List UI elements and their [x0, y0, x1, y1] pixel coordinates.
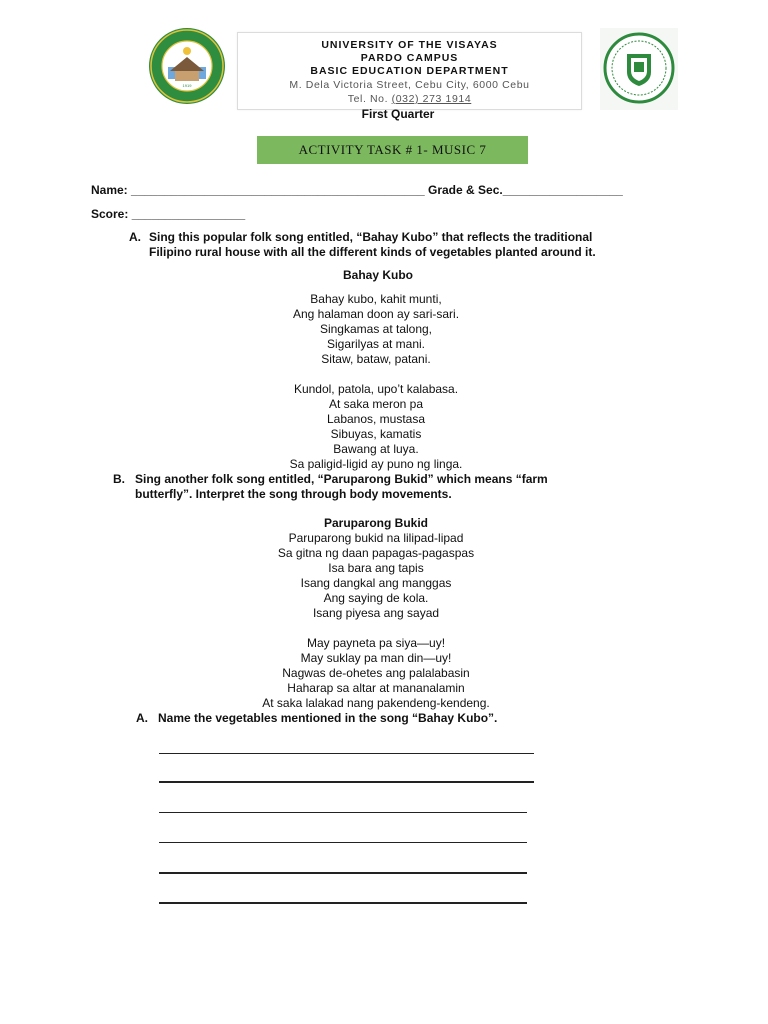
- lyric-line: At saka meron pa: [328, 397, 424, 411]
- tel-label: Tel. No.: [347, 93, 392, 105]
- lyric-line: Labanos, mustasa: [326, 412, 426, 426]
- lyric-line: Bawang at luya.: [333, 442, 419, 456]
- answer-line[interactable]: [159, 753, 534, 754]
- score-blank[interactable]: _________________: [131, 207, 246, 221]
- tel-number: (032) 273 1914: [391, 93, 472, 105]
- question-a-marker: A.: [136, 711, 148, 725]
- song1-verse1: [0, 292, 760, 367]
- section-b-line1: Sing another folk song entitled, “Paruparong Bukid” which means “farm: [135, 472, 548, 486]
- name-label: Name:: [91, 183, 132, 197]
- name-blank[interactable]: ____________________________________________: [131, 183, 425, 197]
- grade-label: Grade & Sec.: [424, 183, 503, 197]
- campus-name: PARDO CAMPUS: [360, 52, 459, 64]
- lyric-line: Kundol, patola, upo’t kalabasa.: [293, 382, 459, 396]
- answer-line[interactable]: [159, 812, 527, 813]
- lyric-line: Ang saying de kola.: [323, 591, 429, 605]
- score-row: [91, 207, 245, 221]
- song1-title: [0, 268, 762, 283]
- lyric-line: Sigarilyas at mani.: [326, 337, 426, 351]
- answer-line[interactable]: [159, 842, 527, 843]
- song2-title-text: Paruparong Bukid: [323, 516, 428, 530]
- section-b-line2: butterfly”. Interpret the song through body movements.: [135, 487, 452, 501]
- answer-line[interactable]: [159, 781, 534, 783]
- lyric-line: Nagwas de-ohetes ang palalabasin: [282, 666, 470, 680]
- question-a-text: Name the vegetables mentioned in the song “Bahay Kubo”.: [158, 711, 498, 725]
- university-name: UNIVERSITY OF THE VISAYAS: [321, 39, 498, 51]
- lyric-line: At saka lalakad nang pakendeng-kendeng.: [262, 696, 490, 710]
- score-label: Score:: [91, 207, 132, 221]
- name-grade-row: [91, 183, 623, 197]
- section-a-line2: Filipino rural house with all the different kinds of vegetables planted around it.: [149, 245, 596, 259]
- school-address: M. Dela Victoria Street, Cebu City, 6000 Cebu: [289, 79, 530, 91]
- svg-text:1919: 1919: [182, 83, 192, 88]
- department-name: BASIC EDUCATION DEPARTMENT: [310, 65, 509, 77]
- grade-blank[interactable]: __________________: [502, 183, 623, 197]
- section-b-marker: B.: [113, 472, 125, 486]
- campus-seal-logo: [600, 28, 678, 110]
- lyric-line: May suklay pa man din—uy!: [300, 651, 452, 665]
- quarter-label: First Quarter: [361, 107, 435, 121]
- lyric-line: Isa bara ang tapis: [328, 561, 424, 575]
- song2-title: [0, 516, 760, 531]
- lyric-line: Isang piyesa ang sayad: [312, 606, 440, 620]
- answer-line[interactable]: [159, 902, 527, 904]
- lyric-line: Sitaw, bataw, patani.: [321, 352, 431, 366]
- lyric-line: May payneta pa siya—uy!: [306, 636, 446, 650]
- question-a: [136, 711, 696, 726]
- section-a-instruction: [129, 230, 689, 260]
- lyric-line: Sibuyas, kamatis: [330, 427, 422, 441]
- lyric-line: Isang dangkal ang manggas: [300, 576, 452, 590]
- section-a-line1: Sing this popular folk song entitled, “Bahay Kubo” that reflects the traditional: [149, 230, 593, 244]
- answer-line[interactable]: [159, 872, 527, 874]
- song1-title-text: Bahay Kubo: [342, 268, 413, 282]
- school-header: [237, 32, 582, 110]
- lyric-line: Ang halaman doon ay sari-sari.: [292, 307, 460, 321]
- lyric-line: Bahay kubo, kahit munti,: [310, 292, 442, 306]
- lyric-line: Sa gitna ng daan papagas-pagaspas: [277, 546, 475, 560]
- telephone: [238, 93, 581, 106]
- song1-verse2: [0, 382, 760, 472]
- section-b-instruction: [113, 472, 673, 502]
- university-seal-logo: [148, 27, 226, 105]
- lyric-line: Paruparong bukid na lilipad-lipad: [288, 531, 464, 545]
- section-a-marker: A.: [129, 230, 141, 244]
- activity-title-banner: [257, 136, 528, 164]
- lyric-line: Sa paligid-ligid ay puno ng linga.: [289, 457, 463, 471]
- lyric-line: Singkamas at talong,: [319, 322, 433, 336]
- song2-verse2: [0, 636, 760, 711]
- lyric-line: Haharap sa altar at mananalamin: [287, 681, 465, 695]
- activity-title: ACTIVITY TASK # 1- MUSIC 7: [298, 142, 487, 157]
- song2-verse1: [0, 531, 760, 621]
